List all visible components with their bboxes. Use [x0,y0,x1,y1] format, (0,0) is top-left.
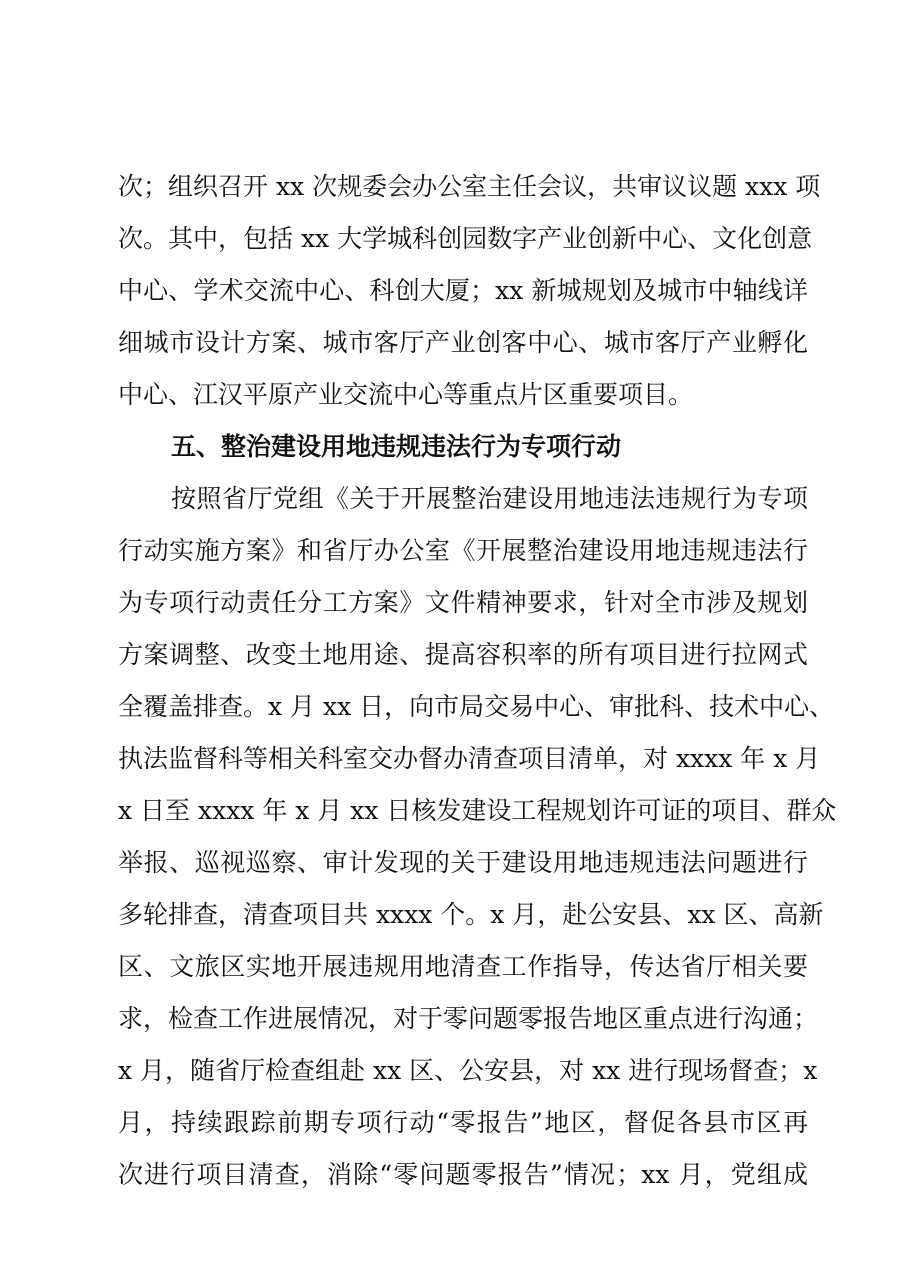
paragraph-line: x 日至 xxxx 年 x 月 xx 日核发建设工程规划许可证的项目、群众 [118,796,837,825]
paragraph-line: 求，检查工作进展情况，对于零问题零报告地区重点进行沟通； [118,1004,819,1033]
paragraph-line: 中心、学术交流中心、科创大厦；xx 新城规划及城市中轴线详 [118,276,808,305]
paragraph-line: 举报、巡视巡察、审计发现的关于建设用地违规违法问题进行 [118,848,808,877]
paragraph-line: 全覆盖排查。x 月 xx 日，向市局交易中心、审批科、技术中心、 [118,692,835,721]
paragraph-line: 次。其中，包括 xx 大学城科创园数字产业创新中心、文化创意 [118,224,813,253]
paragraph-line: 中心、江汉平原产业交流中心等重点片区重要项目。 [118,380,694,409]
paragraph-line: 按照省厅党组《关于开展整治建设用地违法违规行为专项 [171,484,808,513]
paragraph-line: 次；组织召开 xx 次规委会办公室主任会议，共审议议题 xxx 项 [118,172,821,201]
paragraph-line: 区、文旅区实地开展违规用地清查工作指导，传达省厅相关要 [118,952,808,981]
document-body [118,167,837,1207]
paragraph-line: 次进行项目清查，消除“零问题零报告”情况；xx 月，党组成 [118,1160,808,1189]
paragraph-line: 为专项行动责任分工方案》文件精神要求，针对全市涉及规划 [118,588,808,617]
paragraph-line: 细城市设计方案、城市客厅产业创客中心、城市客厅产业孵化 [118,328,808,357]
paragraph-line: 多轮排查，清查项目共 xxxx 个。x 月，赴公安县、xx 区、高新 [118,900,824,929]
paragraph-line: 执法监督科等相关科室交办督办清查项目清单，对 xxxx 年 x 月 [118,744,821,773]
paragraph-line: 方案调整、改变土地用途、提高容积率的所有项目进行拉网式 [118,640,808,669]
paragraph-line: 月，持续跟踪前期专项行动“零报告”地区，督促各县市区再 [118,1108,808,1137]
paragraph-line: 行动实施方案》和省厅办公室《开展整治建设用地违规违法行 [118,536,808,565]
section-heading: 五、整治建设用地违规违法行为专项行动 [171,432,622,461]
paragraph-line: x 月，随省厅检查组赴 xx 区、公安县，对 xx 进行现场督查；x [118,1056,818,1085]
